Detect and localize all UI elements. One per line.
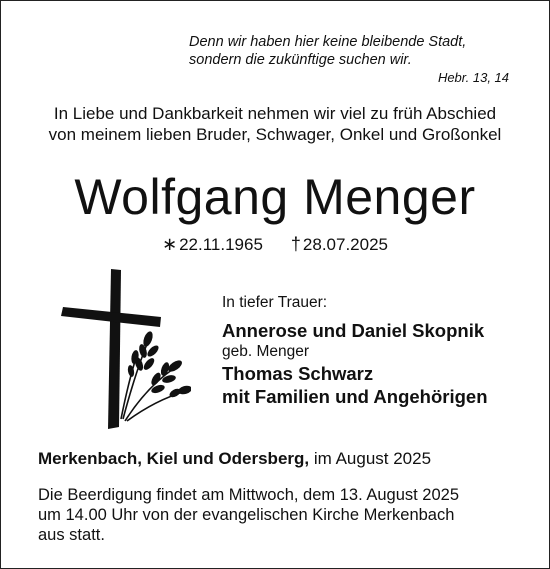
mourning-heading: In tiefer Trauer: <box>222 294 328 311</box>
maiden-name-note: geb. Menger <box>222 343 310 360</box>
mourner-names-2: Thomas Schwarz <box>222 363 374 384</box>
bible-verse <box>189 33 509 87</box>
funeral-line-3: aus statt. <box>38 526 105 544</box>
place-locations: Merkenbach, Kiel und Odersberg, <box>38 449 310 468</box>
verse-line-2: sondern die zukünftige suchen wir. <box>189 52 412 68</box>
intro-text <box>1 103 549 145</box>
intro-line-1: In Liebe und Dankbarkeit nehmen wir viel zu früh Abschied <box>53 104 497 123</box>
verse-reference: Hebr. 13, 14 <box>437 70 509 85</box>
death-date: 28.07.2025 <box>302 235 389 254</box>
mourner-names-1: Annerose und Daniel Skopnik <box>222 320 485 341</box>
birth-date: 22.11.1965 <box>179 235 263 254</box>
verse-line-1: Denn wir haben hier keine bleibende Stadt, <box>189 34 467 50</box>
intro-line-2: von meinem lieben Bruder, Schwager, Onkel und Großonkel <box>48 125 502 144</box>
funeral-info <box>38 485 513 545</box>
place-date: im August 2025 <box>313 449 432 468</box>
place-and-date <box>38 448 431 470</box>
funeral-line-1: Die Beerdigung findet am Mittwoch, dem 13. August 2025 <box>38 486 459 504</box>
birth-star-icon: ∗ <box>161 234 178 254</box>
cross-with-wheat-icon <box>61 269 191 429</box>
death-cross-icon: † <box>290 234 301 254</box>
life-dates <box>1 233 549 256</box>
deceased-name: Wolfgang Menger <box>74 169 476 225</box>
mourner-names-3: mit Familien und Angehörigen <box>222 386 488 407</box>
mourners-block <box>222 293 532 408</box>
funeral-line-2: um 14.00 Uhr von der evangelischen Kirche Merkenbach <box>38 506 455 524</box>
